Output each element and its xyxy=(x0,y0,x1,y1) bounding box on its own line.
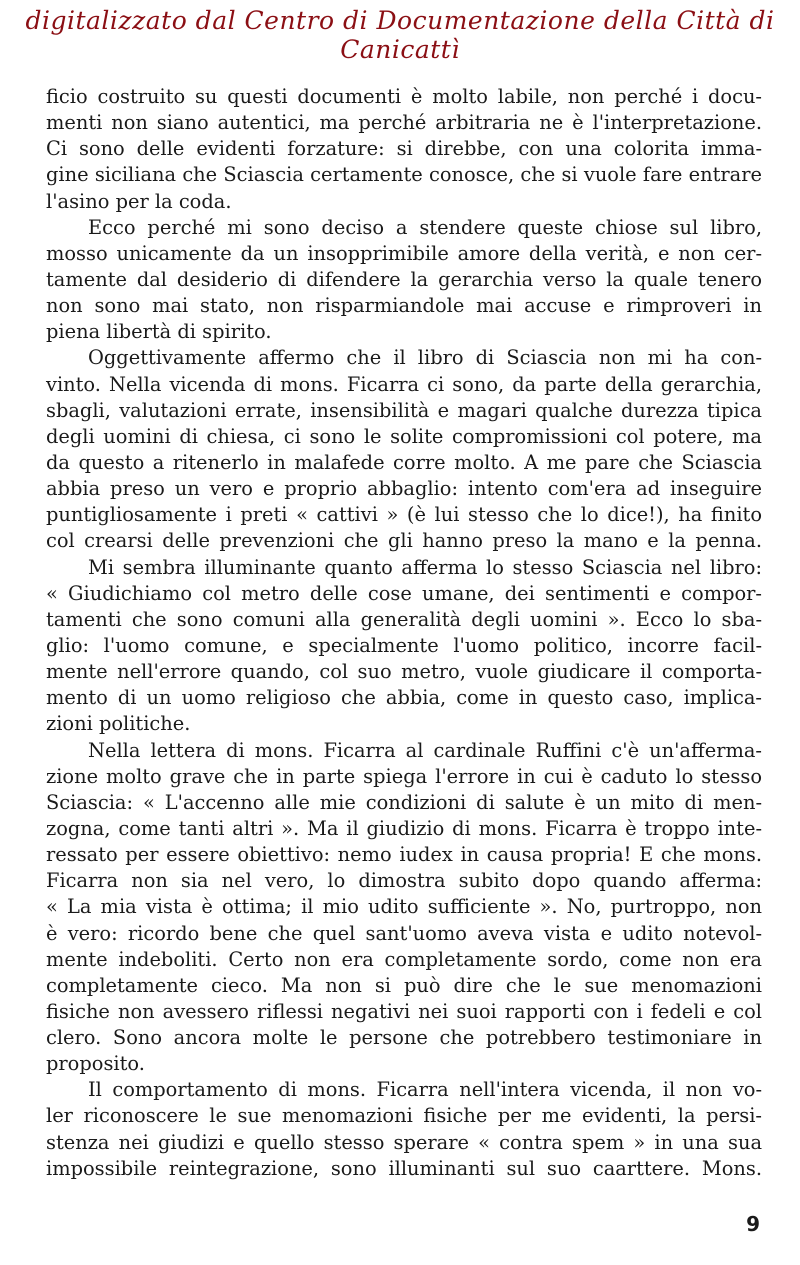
text-line: « La mia vista è ottima; il mio udito sufficiente ». No, purtroppo, non xyxy=(46,895,762,919)
text-line: Ci sono delle evidenti forzature: si direbbe, con una colorita imma- xyxy=(46,137,762,161)
text-line: puntigliosamente i preti « cattivi » (è lui stesso che lo dice!), ha finito xyxy=(46,503,762,527)
text-line: « Giudichiamo col metro delle cose umane, dei sentimenti e compor- xyxy=(46,581,762,605)
text-line: Ecco perché mi sono deciso a stendere queste chiose sul libro, xyxy=(88,215,762,239)
text-line: mento di un uomo religioso che abbia, come in questo caso, implica- xyxy=(46,686,762,710)
text-line: sbagli, valutazioni errate, insensibilità e magari qualche durezza tipica xyxy=(46,398,762,422)
text-line: mente nell'errore quando, col suo metro, vuole giudicare il comporta- xyxy=(46,660,762,684)
text-line: completamente cieco. Ma non si può dire che le sue menomazioni xyxy=(46,973,762,997)
text-line: glio: l'uomo comune, e specialmente l'uomo politico, incorre facil- xyxy=(46,633,762,657)
text-line: menti non siano autentici, ma perché arbitraria ne è l'interpretazione. xyxy=(46,111,762,135)
text-line: Mi sembra illuminante quanto afferma lo stesso Sciascia nel libro: xyxy=(88,555,762,579)
text-line: zioni politiche. xyxy=(46,712,191,736)
text-line: mente indeboliti. Certo non era completamente sordo, come non era xyxy=(46,947,762,971)
text-line: ficio costruito su questi documenti è molto labile, non perché i docu- xyxy=(46,85,762,108)
text-line: Sciascia: « L'accenno alle mie condizioni di salute è un mito di men- xyxy=(46,790,762,814)
text-line: vinto. Nella vicenda di mons. Ficarra ci sono, da parte della gerarchia, xyxy=(46,372,762,396)
text-line: tamente dal desiderio di difendere la gerarchia verso la quale tenero xyxy=(46,267,762,291)
text-line: fisiche non avessero riflessi negativi nei suoi rapporti con i fedeli e col xyxy=(46,999,762,1023)
page-number: 9 xyxy=(746,1212,760,1236)
text-line: tamenti che sono comuni alla generalità degli uomini ». Ecco lo sba- xyxy=(46,607,762,631)
text-line: da questo a ritenerlo in malafede corre molto. A me pare che Sciascia xyxy=(46,450,762,474)
watermark-header: digitalizzato dal Centro di Documentazione della Città di Canicattì xyxy=(25,6,775,64)
text-line: zione molto grave che in parte spiega l'errore in cui è caduto lo stesso xyxy=(46,764,762,788)
text-line: proposito. xyxy=(46,1052,145,1076)
text-line: l'asino per la coda. xyxy=(46,189,232,213)
text-line: col crearsi delle prevenzioni che gli hanno preso la mano e la penna. xyxy=(46,529,762,553)
text-line: stenza nei giudizi e quello stesso sperare « contra spem » in una sua xyxy=(46,1130,762,1154)
text-line: Il comportamento di mons. Ficarra nell'intera vicenda, il non vo- xyxy=(88,1078,762,1102)
text-line: impossibile reintegrazione, sono illuminanti sul suo caarttere. Mons. xyxy=(46,1156,762,1180)
text-line: zogna, come tanti altri ». Ma il giudizio di mons. Ficarra è troppo inte- xyxy=(46,816,762,840)
text-line: clero. Sono ancora molte le persone che potrebbero testimoniare in xyxy=(46,1026,762,1050)
text-line: ler riconoscere le sue menomazioni fisiche per me evidenti, la persi- xyxy=(46,1104,762,1128)
text-line: non sono mai stato, non risparmiandole mai accuse e rimproveri in xyxy=(46,294,762,318)
text-line: Oggettivamente affermo che il libro di Sciascia non mi ha con- xyxy=(88,346,762,370)
text-line: piena libertà di spirito. xyxy=(46,320,272,344)
text-line: gine siciliana che Sciascia certamente conosce, che si vuole fare entrare xyxy=(46,163,762,187)
text-line: Nella lettera di mons. Ficarra al cardinale Ruffini c'è un'afferma- xyxy=(88,738,762,762)
text-line: mosso unicamente da un insopprimibile amore della verità, e non cer- xyxy=(46,241,762,265)
text-line: degli uomini di chiesa, ci sono le solite compromissioni col potere, ma xyxy=(46,424,762,448)
text-line: ressato per essere obiettivo: nemo iudex in causa propria! E che mons. xyxy=(46,843,762,867)
text-line: Ficarra non sia nel vero, lo dimostra subito dopo quando afferma: xyxy=(46,869,762,893)
text-line: abbia preso un vero e proprio abbaglio: intento com'era ad inseguire xyxy=(46,477,762,501)
page-body xyxy=(46,84,762,1182)
text-line: è vero: ricordo bene che quel sant'uomo aveva vista e udito notevol- xyxy=(46,921,762,945)
